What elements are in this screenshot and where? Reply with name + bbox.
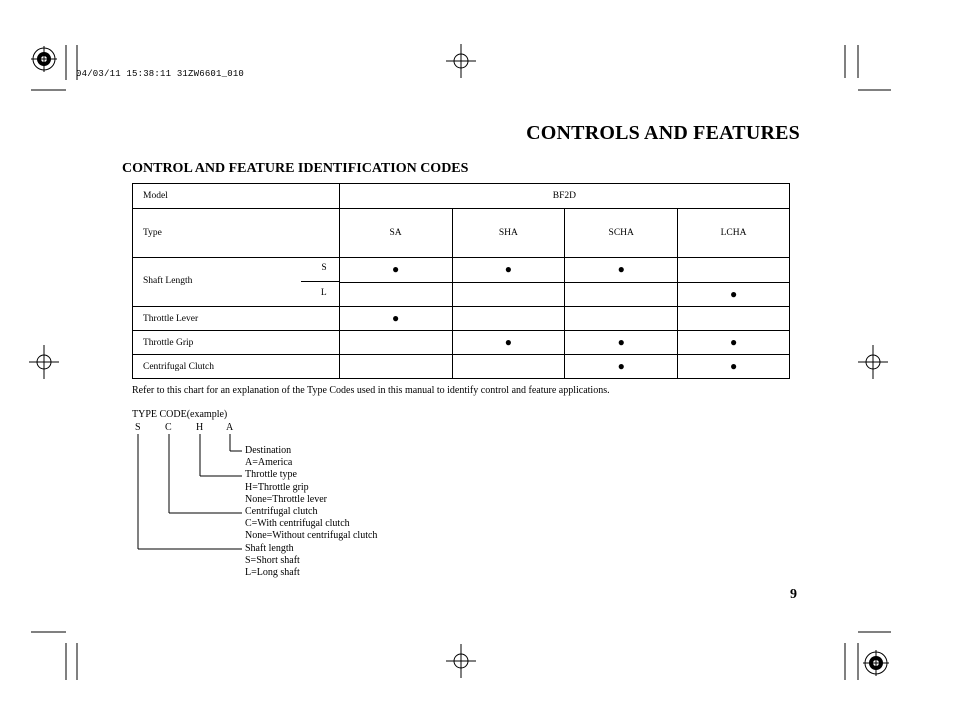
type-cell: SA	[339, 209, 452, 258]
mark-cell	[452, 307, 565, 331]
mark-cell	[678, 258, 790, 283]
mark-cell: ●	[339, 258, 452, 283]
type-code-title: TYPE CODE(example)	[132, 409, 228, 420]
mark-cell: ●	[339, 307, 452, 331]
mark-cell: ●	[565, 258, 678, 283]
legend-line: None=Throttle lever	[245, 493, 327, 505]
mark-cell: ●	[678, 355, 790, 379]
table-row-type	[133, 209, 790, 258]
type-cell: LCHA	[678, 209, 790, 258]
section-title: CONTROL AND FEATURE IDENTIFICATION CODES	[122, 161, 469, 176]
type-code-letter: A	[226, 422, 234, 433]
mark-cell: ●	[565, 355, 678, 379]
shaft-divider	[301, 281, 339, 282]
starburst-top-left	[31, 46, 57, 72]
row-label: Throttle Lever	[133, 307, 340, 331]
mark-cell: ●	[565, 331, 678, 355]
table-row	[133, 331, 790, 355]
type-code-legend	[245, 445, 377, 579]
crosshair-left	[29, 345, 59, 379]
type-code-connectors	[138, 434, 242, 549]
chart-note: Refer to this chart for an explanation of the Type Codes used in this manual to identify control and feature applications.	[132, 385, 610, 396]
mark-cell	[565, 282, 678, 307]
table-row-model	[133, 184, 790, 209]
type-code-letter: C	[165, 422, 172, 433]
model-value: BF2D	[339, 184, 789, 209]
mark-cell	[339, 355, 452, 379]
mark-cell	[452, 282, 565, 307]
table-row	[133, 307, 790, 331]
mark-cell: ●	[678, 282, 790, 307]
page-number: 9	[790, 587, 797, 602]
type-code-letter: H	[196, 422, 204, 433]
legend-line: S=Short shaft	[245, 554, 300, 566]
mark-cell: ●	[452, 331, 565, 355]
mark-cell: ●	[678, 331, 790, 355]
mark-cell: ●	[452, 258, 565, 283]
mark-cell	[339, 331, 452, 355]
legend-line: Shaft length	[245, 542, 294, 554]
crosshair-bottom	[446, 644, 476, 678]
mark-cell	[678, 307, 790, 331]
type-code-letter: S	[135, 422, 141, 433]
crosshair-top	[446, 44, 476, 78]
type-label: Type	[133, 209, 340, 258]
legend-line: A=America	[245, 457, 293, 469]
type-cell: SHA	[452, 209, 565, 258]
mark-cell	[452, 355, 565, 379]
shaft-s-label: S	[321, 263, 327, 273]
row-label: Throttle Grip	[133, 331, 340, 355]
shaft-length-cell	[133, 258, 340, 307]
legend-line: Destination	[245, 445, 292, 456]
legend-line: H=Throttle grip	[245, 481, 309, 493]
table-row	[133, 355, 790, 379]
model-label: Model	[133, 184, 340, 209]
legend-line: L=Long shaft	[245, 567, 300, 579]
legend-line: None=Without centrifugal clutch	[245, 530, 378, 542]
table-row-shaft-s	[133, 258, 790, 283]
mark-cell	[565, 307, 678, 331]
print-stamp: 04/03/11 15:38:11 31ZW6601_010	[76, 69, 245, 79]
legend-line: C=With centrifugal clutch	[245, 518, 350, 530]
starburst-bottom-right	[863, 650, 889, 676]
identification-codes-table	[132, 183, 790, 379]
shaft-length-label: Shaft Length	[143, 276, 193, 286]
legend-line: Throttle type	[245, 469, 297, 481]
crosshair-right	[858, 345, 888, 379]
type-cell: SCHA	[565, 209, 678, 258]
legend-line: Centrifugal clutch	[245, 506, 318, 518]
row-label: Centrifugal Clutch	[133, 355, 340, 379]
page-title: CONTROLS AND FEATURES	[526, 122, 800, 144]
mark-cell	[339, 282, 452, 307]
shaft-l-label: L	[320, 288, 327, 298]
